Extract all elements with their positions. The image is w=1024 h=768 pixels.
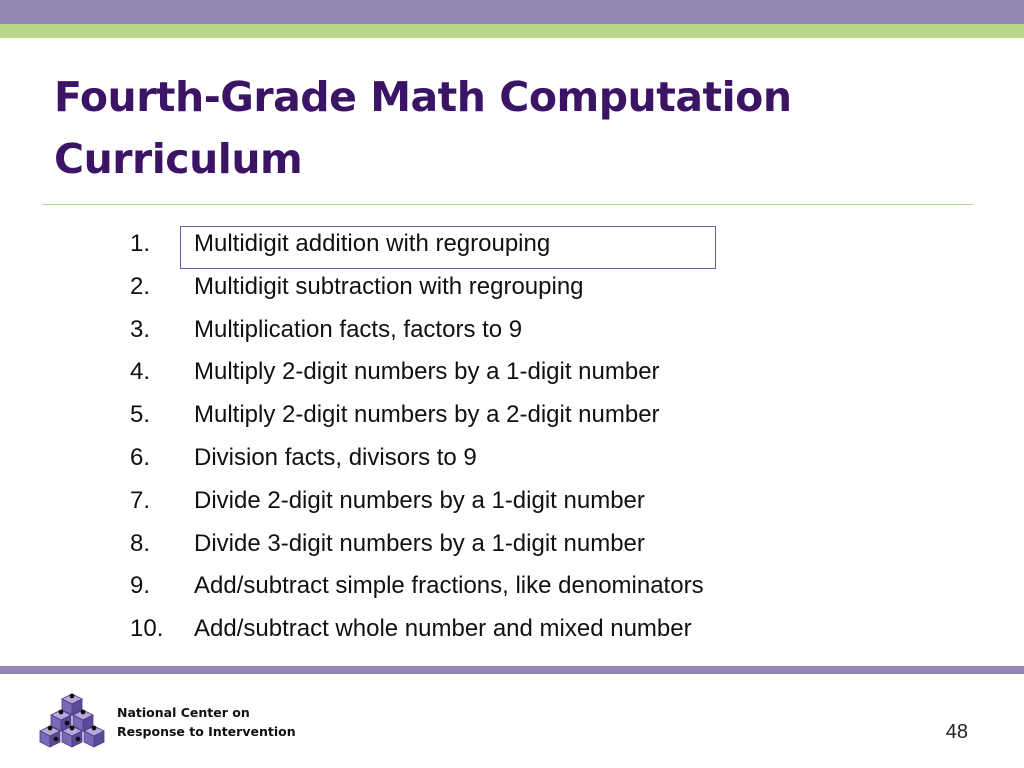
list-item <box>0 523 1024 565</box>
list-item-text: Add/subtract simple fractions, like denominators <box>194 572 704 599</box>
list-item-number: 8. <box>130 530 151 557</box>
list-item-text: Division facts, divisors to 9 <box>194 444 477 471</box>
list-item <box>0 266 1024 308</box>
list-item-number: 5. <box>130 401 151 428</box>
list-item-text: Multiplication facts, factors to 9 <box>194 316 523 343</box>
list-item <box>0 608 1024 650</box>
list-item-number: 4. <box>130 358 151 385</box>
top-green-band <box>0 24 1024 38</box>
list-item-number: 1. <box>130 230 151 257</box>
list-item <box>0 351 1024 393</box>
list-item-text: Multidigit subtraction with regrouping <box>194 273 584 300</box>
list-item-number: 10. <box>130 615 164 642</box>
org-name-line-2: Response to Intervention <box>117 724 296 739</box>
list-item <box>0 437 1024 479</box>
ncrti-logo-icon <box>38 692 106 754</box>
list-item <box>0 394 1024 436</box>
bottom-purple-band <box>0 666 1024 674</box>
org-name <box>117 703 296 741</box>
list-item-text: Add/subtract whole number and mixed number <box>194 615 692 642</box>
list-item-text: Divide 3-digit numbers by a 1-digit number <box>194 530 645 557</box>
list-item-text: Multiply 2-digit numbers by a 2-digit number <box>194 401 660 428</box>
slide-title-line-1: Fourth-Grade Math Computation <box>54 73 792 121</box>
list-item-text: Multidigit addition with regrouping <box>194 230 551 257</box>
list-item-number: 9. <box>130 572 151 599</box>
list-item <box>0 223 1024 265</box>
org-name-line-1: National Center on <box>117 705 250 720</box>
list-item <box>0 480 1024 522</box>
list-item-number: 2. <box>130 273 151 300</box>
list-item-text: Divide 2-digit numbers by a 1-digit number <box>194 487 645 514</box>
slide-title <box>54 66 954 190</box>
list-item <box>0 565 1024 607</box>
page-number: 48 <box>945 721 968 743</box>
slide-title-line-2: Curriculum <box>54 135 303 183</box>
list-item-number: 6. <box>130 444 151 471</box>
list-item-number: 7. <box>130 487 151 514</box>
list-item-number: 3. <box>130 316 151 343</box>
list-item-text: Multiply 2-digit numbers by a 1-digit number <box>194 358 660 385</box>
title-divider <box>42 204 973 205</box>
list-item <box>0 309 1024 351</box>
top-purple-band <box>0 0 1024 24</box>
